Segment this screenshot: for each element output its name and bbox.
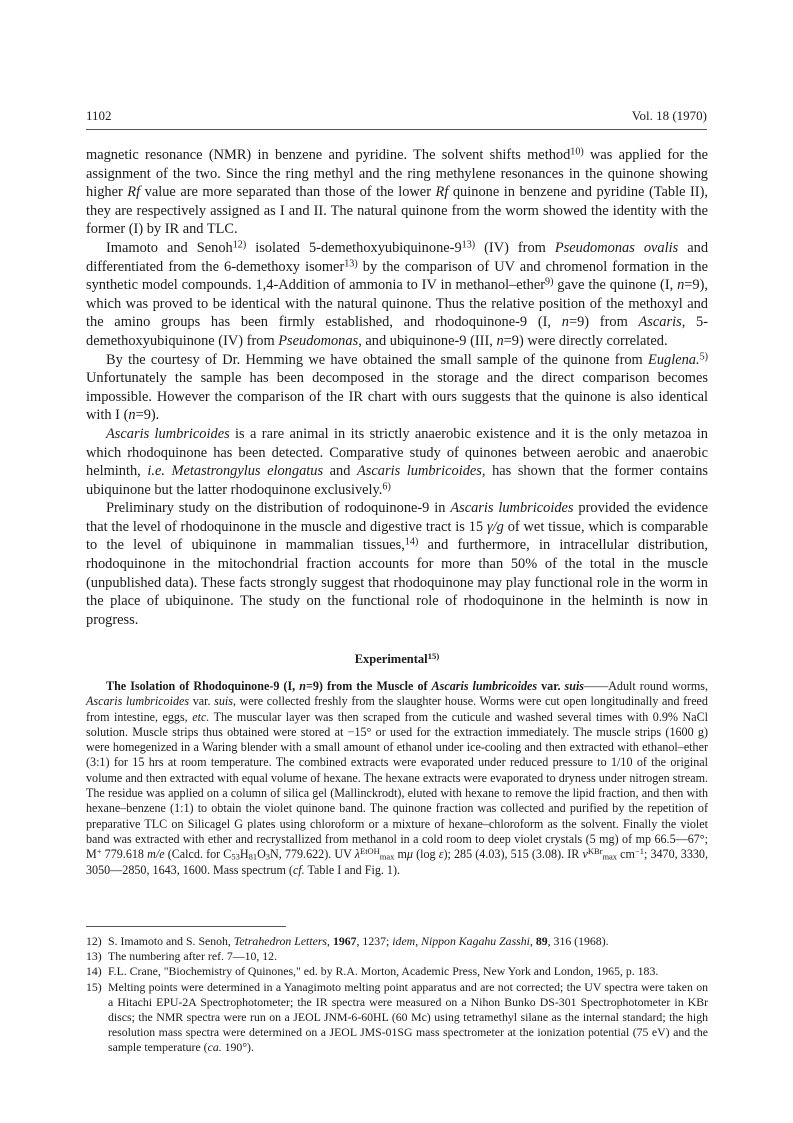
paragraph-2: Imamoto and Senoh$^{12)}$ isolated 5-demethoxyubiquinone-9$^{13)}$ (IV) from Pseudomonas ovalis and differentiated from the 6-demethoxy isomer$^{13)}$ by the comparison of UV and chromenol formation in the synthetic model compounds. 1,4-Addition of ammonia to IV in methanol–ether$^{9)}$ gave the quinone (I, n=9), which was proved to be identical with the natural quinone. Thus the relative position of the methoxyl and the amino groups has been firmly established, and rhodoquinone-9 (I, n=9) from Ascaris, 5-demethoxyubiquinone (IV) from Pseudomonas, and ubiquinone-9 (III, n=9) were directly correlated. <box>86 239 709 349</box>
reference-marker: 10) <box>570 146 584 158</box>
footnote-15: 15) Melting points were determined in a Yanagimoto melting point apparatus and are not corrected; the UV spectra were taken on a Hitachi EPU-2A Spectrophotometer; the IR spectra were measured on a Nihon Bunko DS-301 Spectrophotometer in KBr discs; the NMR spectra were run on a JEOL JNM-6-60HL (60 Mc) using tetramethyl silane as the internal standard; the high resolution mass spectra were determined on a JEOL JMS-01SG mass spectrometer at the ionization potential (75 eV) and the sample temperature (ca. 190°). <box>86 979 708 1055</box>
reference-marker: 13) <box>461 239 476 251</box>
reference-marker: 13) <box>344 258 358 270</box>
footnote-12: 12) S. Imamoto and S. Senoh, Tetrahedron Letters, 1967, 1237; idem, Nippon Kagahu Zasshi, 89, 316 (1968). <box>86 934 609 948</box>
paragraph-3: By the courtesy of Dr. Hemming we have obtained the small sample of the quinone from Euglena.$^{5)}$ Unfortunately the sample has been decomposed in the storage and the direct comparison becomes impossible. However the comparison of the IR chart with ours suggests that the quinone is also identical with I (n=9). <box>86 351 708 424</box>
main-text <box>86 146 708 629</box>
experimental-paragraph: The Isolation of Rhodoquinone-9 (I, n=9) from the Muscle of Ascaris lumbricoides var. suis——Adult round worms, Ascaris lumbricoides var. suis, were collected freshly from the slaughter house. Worms were cut open longitudinally and freed from intestine, eggs, etc. The muscular layer was then scraped from the cuticule and washed several times with 0.9% NaCl solution. Muscle strips thus obtained were stored at −15° or used for the extraction immediately. The muscle strips (1600 g) were homegenized in a Waring blender with a small amount of ethanol under ice-cooling and then extracted with ethanol–ether (3:1) for 15 hrs at room temperature. The combined extracts were evaporated under reduced pressure to 1/10 of the original volume and then extracted with equal volume of hexane. The hexane extracts were evaporated to dryness under nitrogen stream. The residue was applied on a column of silica gel (Mallinckrodt), eluted with hexane to remove the lipid fraction, and then with hexane–benzene (1:1) to obtain the violet quinone band. The quinone fraction was collected and purified by the repetition of preparative TLC on Silicagel G plates using chloroform or a mixture of hexane–chloroform as the solvent. Finally the violet band was extracted with ether and recrystallized from methanol in a cold room to deep violet crystals (5 mg) of mp 66.5—67°; M+ 779.618 m/e (Calcd. for $C_{53}H_{81}O_3N$, 779.622). UV $\lambda^{EtOH}_{max}$ mμ (log ε); 285 (4.03), 515 (3.08). IR $\nu^{KBr}_{max}$ $cm^{-1}$; 3470, 3330, 3050—2850, 1643, 1600. Mass spectrum (cf. Table I and Fig. 1). <box>86 679 708 877</box>
page-number: 1102 <box>86 108 112 123</box>
header-rule <box>86 129 707 130</box>
section-heading-experimental: Experimental$^{15)}$ <box>354 651 440 666</box>
reference-marker: 12) <box>232 239 247 251</box>
reference-marker: 5) <box>699 351 708 362</box>
footnote-14: 14) F.L. Crane, "Biochemistry of Quinones," ed. by R.A. Morton, Academic Press, New York and London, 1965, p. 183. <box>86 964 659 979</box>
footnotes <box>86 934 708 1056</box>
experimental-text <box>86 679 708 878</box>
reference-marker: 9) <box>545 276 554 288</box>
subsection-heading: The Isolation of Rhodoquinone-9 (I, n=9) from the Muscle of Ascaris lumbricoides var. suis <box>106 679 585 693</box>
reference-marker: 14) <box>404 536 419 548</box>
paragraph-4: Ascaris lumbricoides is a rare animal in its strictly anaerobic existence and it is the only metazoa in which rhodoquinone has been detected. Comparative study of quinones between aerobic and anaerobic helminth, i.e. Metastrongylus elongatus and Ascaris lumbricoides, has shown that the former contains ubiquinone but the latter rhodoquinone exclusively.$^{6)}$ <box>86 425 708 498</box>
paragraph-1: magnetic resonance (NMR) in benzene and pyridine. The solvent shifts method$^{10)}$ was applied for the assignment of the two. Since the ring methyl and the ring methylene resonances in the quinone showing higher Rf value are more separated than those of the lower Rf quinone in benzene and pyridine (Table II), they are respectively assigned as I and II. The natural quinone from the worm showed the identity with the former (I) by IR and TLC. <box>86 146 708 238</box>
reference-marker: 15) <box>427 651 440 662</box>
paragraph-5: Preliminary study on the distribution of rodoquinone-9 in Ascaris lumbricoides provided the evidence that the level of rhodoquinone in the muscle and digestive tract is 15 γ/g of wet tissue, which is comparable to the level of ubiquinone in mammalian tissues,$^{14)}$ and furthermore, in intracellular distribution, rhodoquinone in the mitochondrial fraction accounts for more than 50% of the total in the muscle (unpublished data). These facts strongly suggest that rhodoquinone may play functional role in the worm in the place of ubiquinone. The study on the functional role of rhodoquinone in the helminth is now in progress. <box>86 500 708 628</box>
footnote-rule <box>86 926 286 927</box>
footnote-13: 13) The numbering after ref. 7—10, 12. <box>86 949 278 964</box>
volume-label: Vol. 18 (1970) <box>631 108 707 123</box>
running-header <box>86 108 707 126</box>
reference-marker: 6) <box>382 481 391 493</box>
